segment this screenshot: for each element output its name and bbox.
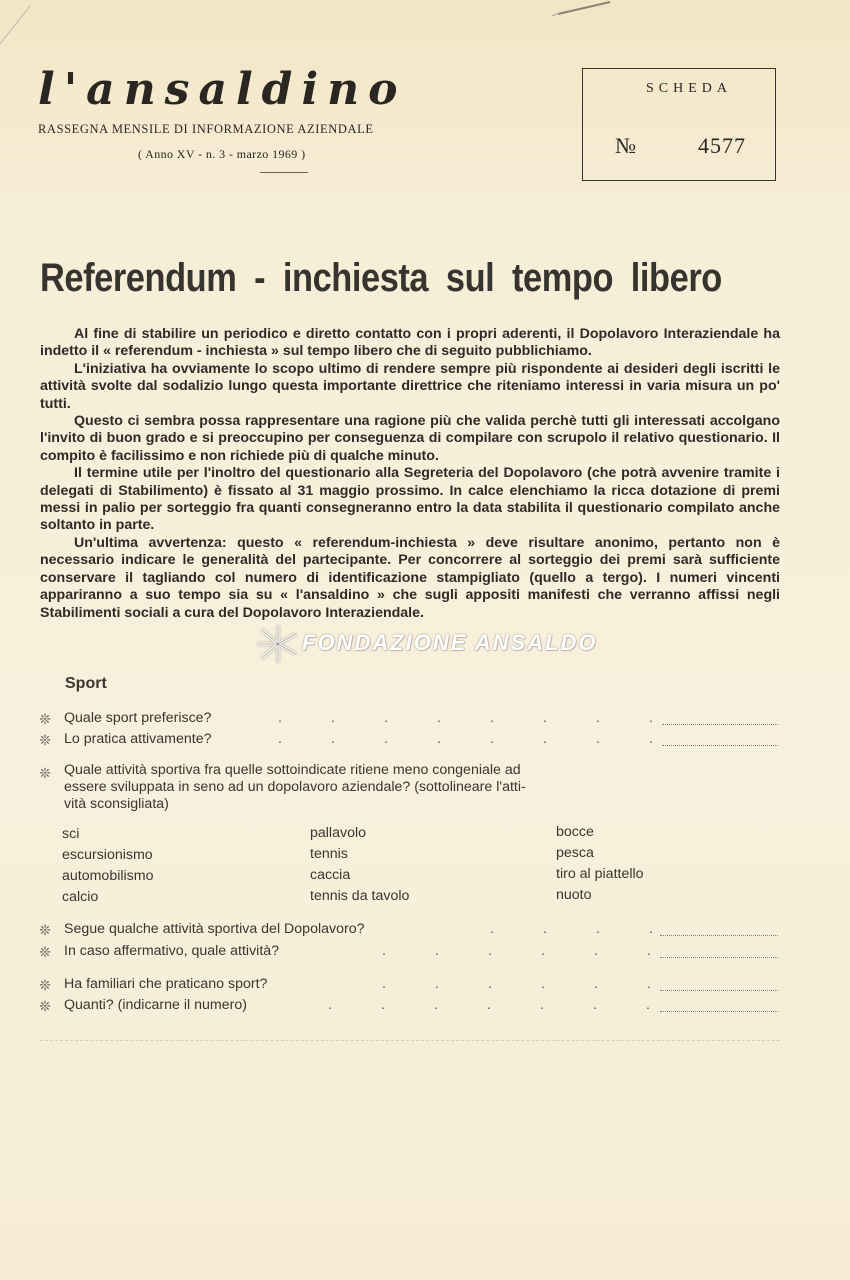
- leader-dot: .: [540, 997, 544, 1013]
- question-row: [38, 943, 778, 963]
- leader-dot: .: [435, 943, 439, 959]
- leader-dot: .: [647, 976, 651, 992]
- scheda-number: 4577: [698, 133, 746, 158]
- body-paragraph: Il termine utile per l'inoltro del questionario alla Segreteria del Dopolavoro (che potrà avvenire tramite i delegati di Stabilimento) è fissato al 31 maggio prossimo. In calce elenchiamo la ricca dotazione di premi messi in palio per sorteggio fra quanti consegneranno entro la data stabilita il questionario compilato anche soltanto in parte.: [40, 465, 780, 534]
- activity-option[interactable]: calcio: [62, 889, 99, 905]
- question-row: [38, 976, 778, 996]
- leader-dot: .: [278, 731, 282, 747]
- masthead-issue: ( Anno XV - n. 3 - marzo 1969 ): [138, 147, 306, 161]
- starburst-logo-icon: [256, 624, 300, 664]
- asterisk-bullet-icon: ❊: [39, 922, 51, 938]
- answer-line[interactable]: [660, 990, 778, 991]
- leader-dot: .: [488, 943, 492, 959]
- question-text: In caso affermativo, quale attività?: [64, 943, 280, 959]
- question-row: [38, 921, 778, 941]
- question-line: essere sviluppata in seno ad un dopolavoro aziendale? (sottolineare l'atti-: [64, 779, 526, 795]
- question-row: [38, 997, 778, 1017]
- question-row: [38, 710, 778, 730]
- leader-dot: .: [382, 943, 386, 959]
- answer-line[interactable]: [660, 935, 778, 936]
- answer-line[interactable]: [662, 724, 778, 725]
- leader-dot: .: [490, 710, 494, 726]
- body-paragraph: Al fine di stabilire un periodico e diretto contatto con i propri aderenti, il Dopolavoro Interaziendale ha indetto il « referendum - inchiesta » sul tempo libero che di seguito pubblichiamo.: [40, 326, 780, 360]
- leader-dot: .: [331, 731, 335, 747]
- leader-dot: .: [434, 997, 438, 1013]
- leader-dot: .: [541, 943, 545, 959]
- body-paragraph: Questo ci sembra possa rappresentare una ragione più che valida perchè tutti gli interessati accolgano l'invito di buon grado e si preoccupino per conseguenza di compilare con scrupolo il relativo questionario. Il compito è facilissimo e non richiede più di qualche minuto.: [40, 413, 780, 464]
- question-line: vità sconsigliata): [64, 796, 169, 812]
- leader-dot: .: [649, 710, 653, 726]
- activity-option[interactable]: pallavolo: [310, 825, 367, 841]
- leader-dot: .: [278, 710, 282, 726]
- question-text: Lo pratica attivamente?: [64, 731, 212, 747]
- leader-dot: .: [381, 997, 385, 1013]
- leader-dot: .: [649, 731, 653, 747]
- asterisk-bullet-icon: ❊: [39, 732, 51, 748]
- asterisk-bullet-icon: ❊: [39, 998, 51, 1014]
- leader-dot: .: [593, 997, 597, 1013]
- leader-dot: .: [487, 997, 491, 1013]
- paper-scratch-mark: [540, 0, 620, 20]
- activity-option[interactable]: tiro al piattello: [556, 866, 644, 882]
- leader-dot: .: [543, 921, 547, 937]
- answer-line[interactable]: [662, 745, 778, 746]
- masthead-divider: [260, 172, 308, 173]
- leader-dot: .: [382, 976, 386, 992]
- faint-divider: [40, 1040, 780, 1041]
- asterisk-bullet-icon: ❊: [39, 711, 51, 727]
- activity-option[interactable]: pesca: [556, 845, 594, 861]
- activity-option[interactable]: sci: [62, 826, 80, 842]
- watermark: [256, 624, 616, 664]
- asterisk-bullet-icon: ❊: [39, 977, 51, 993]
- leader-dot: .: [649, 921, 653, 937]
- question-line: Quale attività sportiva fra quelle sottoindicate ritiene meno congeniale ad: [64, 762, 521, 778]
- question-row: [38, 731, 778, 751]
- question-text: Segue qualche attività sportiva del Dopolavoro?: [64, 921, 365, 937]
- leader-dot: .: [594, 943, 598, 959]
- answer-line[interactable]: [660, 1011, 778, 1012]
- leader-dot: .: [328, 997, 332, 1013]
- activity-option[interactable]: tennis da tavolo: [310, 888, 410, 904]
- scheda-label: SCHEDA: [645, 81, 732, 96]
- body-text: [40, 326, 780, 622]
- answer-line[interactable]: [660, 957, 778, 958]
- masthead: [38, 62, 488, 173]
- section-title-sport: Sport: [65, 675, 107, 692]
- leader-dot: .: [488, 976, 492, 992]
- activity-option[interactable]: nuoto: [556, 887, 592, 903]
- activity-option[interactable]: automobilismo: [62, 868, 154, 884]
- activity-option[interactable]: escursionismo: [62, 847, 153, 863]
- leader-dot: .: [646, 997, 650, 1013]
- leader-dot: .: [331, 710, 335, 726]
- leader-dot: .: [543, 731, 547, 747]
- leader-dot: .: [437, 710, 441, 726]
- activity-option[interactable]: caccia: [310, 867, 351, 883]
- leader-dot: .: [490, 921, 494, 937]
- leader-dot: .: [647, 943, 651, 959]
- activity-option[interactable]: tennis: [310, 846, 348, 862]
- leader-dot: .: [596, 731, 600, 747]
- body-paragraph: Un'ultima avvertenza: questo « referendum-inchiesta » deve risultare anonimo, pertanto non è necessario indicare le generalità del partecipante. Per concorrere al sorteggio dei premi sarà sufficiente conservare il tagliando col numero di identificazione stampigliato (quello a tergo). I numeri vincenti appariranno a suo tempo sia su « l'ansaldino » che sugli appositi manifesti che verranno affissi negli Stabilimenti sociali a cura del Dopolavoro Interaziendale.: [40, 534, 780, 621]
- question-block: [38, 762, 678, 813]
- headline: Referendum - inchiesta sul tempo libero: [40, 256, 722, 300]
- asterisk-bullet-icon: ❊: [39, 765, 51, 781]
- leader-dot: .: [541, 976, 545, 992]
- question-text: Quanti? (indicarne il numero): [64, 997, 247, 1013]
- leader-dot: .: [437, 731, 441, 747]
- leader-dot: .: [384, 710, 388, 726]
- numero-sign: №: [615, 133, 636, 158]
- question-text: Quale sport preferisce?: [64, 710, 212, 726]
- scheda-box: [582, 68, 776, 181]
- corner-fold-mark: [0, 0, 40, 60]
- question-text: [64, 762, 678, 813]
- leader-dot: .: [594, 976, 598, 992]
- watermark-text: FONDAZIONE ANSALDO: [302, 630, 598, 655]
- leader-dot: .: [596, 921, 600, 937]
- leader-dot: .: [435, 976, 439, 992]
- masthead-title: l'ansaldino: [38, 64, 407, 115]
- leader-dot: .: [490, 731, 494, 747]
- leader-dot: .: [596, 710, 600, 726]
- asterisk-bullet-icon: ❊: [39, 944, 51, 960]
- question-text: Ha familiari che praticano sport?: [64, 976, 268, 992]
- activity-option[interactable]: bocce: [556, 824, 594, 840]
- leader-dot: .: [543, 710, 547, 726]
- body-paragraph: L'iniziativa ha ovviamente lo scopo ultimo di rendere sempre più rispondente ai desideri degli iscritti le attività svolte dal sodalizio lungo questa importante direttrice che riteniamo interessi in varia misura un po' tutti.: [40, 360, 780, 412]
- masthead-subtitle: RASSEGNA MENSILE DI INFORMAZIONE AZIENDALE: [38, 122, 374, 136]
- leader-dot: .: [384, 731, 388, 747]
